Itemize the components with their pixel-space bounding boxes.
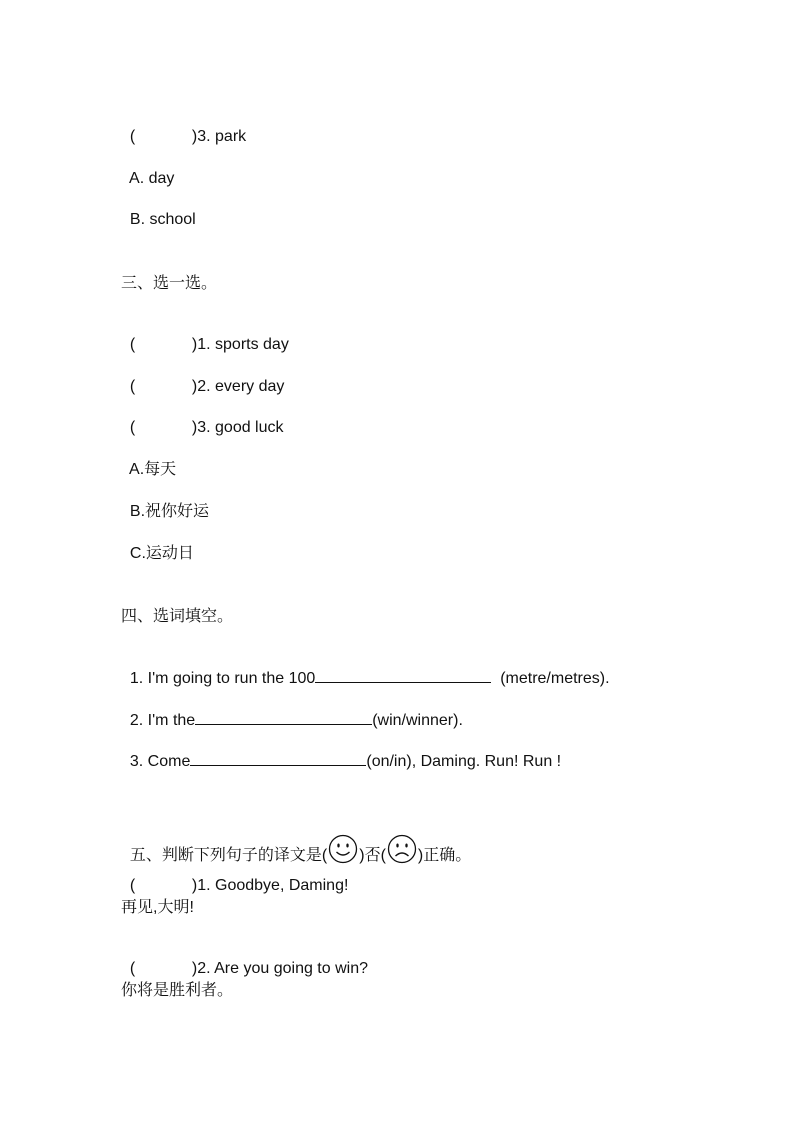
judge-translation-1: 再见,大明! [121, 899, 194, 916]
answer-paren-close: ) [191, 128, 198, 145]
fill-text-after: (metre/metres). [491, 670, 610, 687]
fill-item-3 [121, 731, 562, 770]
option-text: 祝你好运 [145, 503, 210, 520]
answer-paren-open: ( [129, 378, 136, 395]
fill-blank[interactable] [190, 751, 366, 766]
question-number: 3. [197, 419, 211, 436]
option-text: 运动日 [145, 545, 194, 562]
section-4-title: 四、选词填空。 [121, 608, 234, 625]
option-text: 每天 [144, 461, 177, 478]
question-number: 2. [197, 960, 211, 977]
question-park [121, 107, 247, 145]
option-letter: B. [129, 211, 146, 228]
fill-text-before: 2. I'm the [129, 712, 196, 729]
question-text: sports day [215, 336, 289, 353]
question-number: 2. [197, 378, 211, 395]
option-letter: A. [129, 461, 145, 478]
option-letter: A. [129, 170, 145, 187]
judge-item-2 [121, 939, 368, 977]
question-text: Are you going to win? [214, 960, 368, 977]
judge-item-1 [121, 856, 349, 894]
option-a-meitian [121, 440, 177, 478]
question-text: park [215, 128, 247, 145]
option-c-yundongri [121, 524, 194, 562]
answer-paren-close: ) [191, 419, 198, 436]
option-text: day [148, 170, 175, 187]
question-number: 1. [197, 336, 211, 353]
frowny-face-icon [387, 834, 417, 864]
section-5-title-c: )正确。 [417, 847, 472, 865]
answer-paren-open: ( [129, 877, 136, 894]
question-sports-day [121, 315, 289, 353]
option-letter: B. [129, 503, 146, 520]
answer-paren-open: ( [129, 960, 136, 977]
fill-item-1 [121, 648, 610, 687]
question-text: good luck [215, 419, 284, 436]
option-b-zhunihaoyun [121, 482, 210, 520]
question-text: every day [215, 378, 285, 395]
fill-blank[interactable] [195, 710, 372, 725]
fill-text-after: (on/in), Daming. Run! Run ! [366, 753, 562, 770]
answer-paren-close: ) [191, 877, 198, 894]
section-3-title: 三、选一选。 [121, 275, 218, 292]
answer-paren-open: ( [129, 336, 136, 353]
option-letter: C. [129, 545, 146, 562]
question-good-luck [121, 398, 284, 436]
question-every-day [121, 357, 285, 395]
fill-text-after: (win/winner). [372, 712, 463, 729]
question-number: 1. [197, 877, 211, 894]
section-5-title-a: 五、判断下列句子的译文是( [129, 847, 328, 865]
section-5-title-b: )否( [359, 847, 386, 865]
fill-text-before: 1. I'm going to run the 100 [129, 670, 316, 687]
answer-paren-open: ( [129, 419, 136, 436]
option-b-school [121, 190, 196, 228]
fill-text-before: 3. Come [129, 753, 191, 770]
option-text: school [149, 211, 196, 228]
answer-paren-close: ) [191, 336, 198, 353]
answer-paren-close: ) [191, 960, 198, 977]
fill-item-2 [121, 690, 463, 729]
question-number: 3. [197, 128, 211, 145]
option-a-day [121, 149, 175, 187]
fill-blank[interactable] [315, 668, 491, 683]
answer-paren-close: ) [191, 378, 198, 395]
answer-paren-open: ( [129, 128, 136, 145]
judge-translation-2: 你将是胜利者。 [121, 982, 234, 999]
question-text: Goodbye, Daming! [215, 877, 349, 894]
section-5-title [121, 821, 472, 865]
